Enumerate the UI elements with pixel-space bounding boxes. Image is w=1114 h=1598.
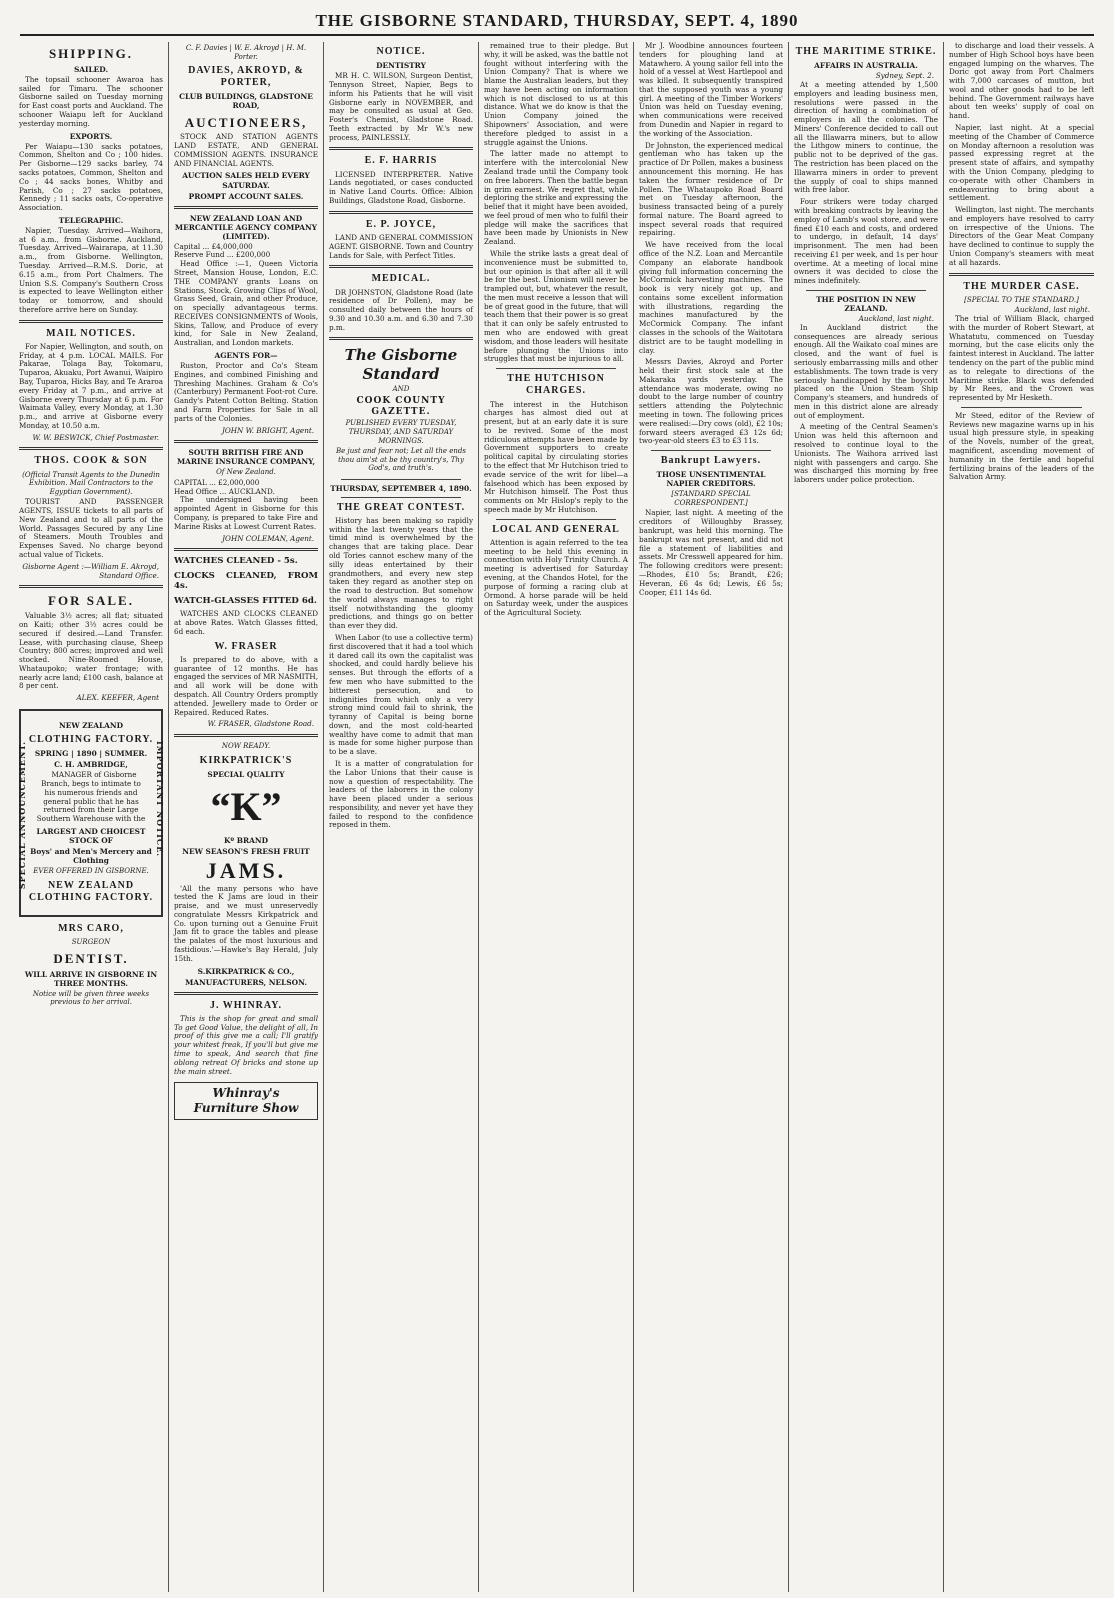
strike-continued-2: Napier, last night. At a special meeting of the Chamber of Commerce on Monday afternoon a resolution was passed expressing regret at the present state of affairs, and sympathy with the Union Company, pledging to co-operate with other Chambers in endeavouring to bring about a settlement. (949, 123, 1094, 203)
strike-continued-1: to discharge and load their vessels. A number of High School boys have been engaged lumping on the wharves. The Doric got away from Port Chalmers with 7,000 carcases of mutton, but wool and other goods had to be left behind. The Government railways have about ten weeks' supply of coal on hand. (949, 42, 1094, 121)
for-sale-heading: FOR SALE. (48, 593, 134, 609)
sailed-heading: SAILED. (73, 64, 109, 74)
divider (329, 147, 473, 150)
maritime-strike-heading: THE MARITIME STRIKE. (795, 46, 937, 57)
whinray-heading: J. WHINRAY. (209, 999, 283, 1011)
divider (949, 273, 1094, 276)
divider (174, 206, 318, 209)
new-zealand-text-1: In Auckland district the consequences are already serious enough. All the Waikato coal mines are closed, and the want of fuel is seriously embarrassing mills and other establishments. The town trade is very seriously handicapped by the boycott placed on the Union Steam Ship Company's steamers, and hundreds of men in this district alone are already out of employment. (794, 322, 938, 420)
hutchison-heading: THE HUTCHISON CHARGES. (507, 373, 605, 397)
fraser-heading: W. FRASER (214, 640, 278, 652)
telegraphic-text: Napier, Tuesday. Arrived—Waihora, at 6 a.m., from Gisborne. Auckland, Tuesday. Arrived—Wairarapa, at 11.30 a.m., from Gisborne. Wellington, Tuesday. Arrived—R.M.S. Doric, at 6.15 a.m., from Port Chalmers. The Union S.S. Company's Southern Cross is expected to leave Wellington either today or tomorrow, and should therefore arrive here on Sunday. (19, 225, 163, 314)
firm-sales: AUCTION SALES HELD EVERY SATURDAY. (182, 171, 310, 190)
agents-signature: JOHN W. BRIGHT, Agent. (221, 425, 314, 435)
cook-signature: Gisborne Agent :—William E. Akroyd, Standard Office. (22, 561, 159, 580)
divider (174, 992, 318, 995)
mail-notices-text: For Napier, Wellington, and south, on Friday, at 4 p.m. LOCAL MAILS. For Pakarae, Tolaga Bay, Tokomaru, Tuparoa, Akuaku, Port Awanui, Waipiro Bay, Tuparoa, Hicks Bay, and Te Araroa every Friday at 7 p.m., and arrive at Gisborne every Thursday at 6 p.m. For Waimata Valley, every Monday, at 1.30 p.m., and arrive at Gisborne every Monday, at 10.50 a.m. (19, 341, 163, 430)
australia-heading: AFFAIRS IN AUSTRALIA. (814, 61, 918, 71)
divider (174, 440, 318, 443)
australia-text-1: At a meeting attended by 1,500 employers and leading business men, resolutions were passed in the direction of having a combination of employers in all the colonies. The Miners' Conference decided to call out all the Illawarra miners, but to allow the Lithgow miners to continue, the public not to be deprived of the gas. The restriction has been placed on the Illawarra miners in order to prevent the supply of coal to ships manned with free labor. (794, 80, 938, 195)
divider (651, 450, 771, 451)
nameplate-subtitle: COOK COUNTY GAZETTE. (356, 395, 446, 417)
divider (329, 337, 473, 340)
clothing-factory-ad (19, 709, 163, 917)
divider (19, 585, 163, 588)
murder-case-heading: THE MURDER CASE. (963, 280, 1080, 292)
loan-reserve: Reserve Fund ... £200,000 (174, 250, 271, 260)
nameplate-title: The Gisborne Standard (344, 346, 458, 383)
factory-title: CLOTHING FACTORY. (28, 734, 154, 745)
hutchison-text: The interest in the Hutchison charges has almost died out at present, but at an early date it is sure to be revived. Some of the most ridiculous attempts have been made by Government supporters to create political capital by circulating stories to the effect that Mr Hutchison tried to evade service of the writ for libel—a falsehood which has been exposed by Mr Hutchison himself. The Post thus comments on Mr Hislop's reply to the speech made by Mr Hutchison. (484, 399, 628, 514)
agents-heading: AGENTS FOR— (214, 351, 278, 361)
editorial-continued-1: remained true to their pledge. But why, it will be asked, was the battle not fought without interfering with the Union Company? That is where we blame the Australian leaders, but they may have been acting on information which is not disclosed to us at this distance. What we do know is that the Union Company joined the Shipowners' Association, and were therefore pledged to assist in a struggle against the Unions. (484, 42, 628, 147)
column-7 (944, 42, 1099, 1592)
new-zealand-text-2: A meeting of the Central Seamen's Union was held this afternoon and resolved to continue loyal to the Unionists. The Waihora arrived last night with passengers and cargo. She was discharged this morning by free laborers under police protection. (794, 422, 938, 485)
cook-heading: THOS. COOK & SON (34, 455, 148, 467)
joyce-text: LAND AND GENERAL COMMISSION AGENT. GISBORNE. Town and Country Lands for Sale, with Perfect Titles. (329, 232, 474, 260)
local-continued-4: Messrs Davies, Akroyd and Porter held their first stock sale at the Makaraka yards yesterday. The attendance was moderate, owing no doubt to the large number of country settlers attending the Polytechnic meeting in town. The following prices were realised:—Dry cows (old), £2 10s; forward steers averaged £3 12s 6d; two-year-old steers £3 to £3 11s. (639, 357, 783, 446)
joyce-heading: E. P. JOYCE, (365, 218, 437, 230)
factory-manager: C. H. AMBRIDGE, (54, 760, 128, 770)
fire-capital: CAPITAL ... £2,000,000 (174, 477, 260, 487)
murder-case-tag: [SPECIAL TO THE STANDARD.] (964, 295, 1079, 304)
kirkpatrick-heading: KIRKPATRICK'S (199, 754, 293, 766)
fire-office: Head Office ... AUCKLAND. (174, 486, 275, 496)
kirkpatrick-quote: 'All the many persons who have tested the K Jams are loud in their praise, and we must unreservedly congratulate Messrs Kirkpatrick and Co. upon turning out a Genuine Fruit Jam fit to grace the tables and please the palates of the most luxurious and fastidious.'—Hawke's Bay Herald, July 15th. (174, 883, 318, 963)
nameplate-and: AND (392, 385, 410, 393)
watch-text: WATCHES AND CLOCKS CLEANED at above Rates. Watch Glasses fitted, 6d each. (174, 609, 318, 636)
caro-dentist: DENTIST. (53, 950, 129, 966)
bankrupt-tag: [STANDARD SPECIAL CORRESPONDENT.] (671, 490, 751, 507)
masthead: THE GISBORNE STANDARD, THURSDAY, SEPT. 4, 1890 (20, 8, 1094, 36)
bankrupt-subheading: THOSE UNSENTIMENTAL NAPIER CREDITORS. (656, 470, 766, 489)
caro-heading: MRS CARO, (58, 922, 124, 934)
column-2 (169, 42, 324, 1592)
whinray-banner: Whinray's Furniture Show (174, 1082, 318, 1119)
agents-text: Ruston, Proctor and Co's Steam Engines, and combined Finishing and Threshing Machines. Graham & Co's (Canterbury) Permanent Foot-rot Cure. Gandy's Patent Cotton Belting. Station and Farm Properties for Sale in all parts of the Colonies. (174, 361, 318, 423)
watch-price-3: WATCH-GLASSES FITTED 6d. (174, 595, 317, 606)
issue-date: THURSDAY, SEPTEMBER 4, 1890. (330, 483, 472, 493)
factory-end: NEW ZEALAND CLOTHING FACTORY. (28, 879, 154, 903)
harris-text: LICENSED INTERPRETER. Native Lands negotiated, or cases conducted in Native Land Courts. Office: Albion Buildings, Gladstone Road, Gisborne. (329, 169, 473, 205)
mail-notices-signature: W. W. BESWICK, Chief Postmaster. (32, 432, 159, 442)
divider (496, 368, 616, 369)
divider (19, 320, 163, 323)
divider (19, 447, 163, 450)
bankrupt-text: Napier, last night. A meeting of the creditors of Willoughby Brassey, bankrupt, was held this morning. The bankrupt was not present, and did not file a statement of liabilities and assets. Mr Cresswell appeared for him. The following creditors were present:—Rhodes, £10 5s; Brandt, £26; Heveran, £6 4s 6d; Lewis, £6 5s; Cooper, £11 14s 6d. (639, 508, 783, 597)
fraser-signature: W. FRASER, Gladstone Road. (207, 719, 314, 729)
local-continued-1: Mr J. Woodbine announces fourteen tenders for ploughing land at Matawhero. A young sailor fell into the hold of a vessel at West Hartlepool and was killed. It subsequently transpired that the supposed youth was a young girl. A meeting of the Timber Workers' Union was held on Tuesday evening, when communications were received from Dunedin and Napier in regard to the working of the Association. (639, 42, 783, 138)
mail-notices-heading: MAIL NOTICES. (46, 327, 136, 339)
fire-text: The undersigned having been appointed Agent in Gisborne for this Company, is prepared to take Fire and Marine Risks at Lowest Current Rates. (174, 495, 318, 531)
shipping-heading: SHIPPING. (48, 46, 134, 61)
factory-top: NEW ZEALAND (58, 720, 124, 730)
firm-role: AUCTIONEERS, (184, 114, 308, 130)
firm-name: DAVIES, AKROYD, & PORTER, (188, 65, 304, 89)
exports-text: Per Waiapu—130 sacks potatoes, Common, Shelton and Co ; 100 hides. Per Gisborne—129 sacks barley, 74 sacks potatoes, Common, Shelton and Co ; 44 sacks bones, Whitby and Parish, Co ; 27 sacks potatoes, Kennedy ; 11 sacks oats, Co-operative Association. (19, 141, 163, 213)
dentistry-text: MR H. C. WILSON, Surgeon Dentist, Tennyson Street, Napier, Begs to inform his Patients that he will visit Gisborne early in NOVEMBER, and may be consulted as usual at Geo. Foster's Chemist, Gladstone Road. Teeth extracted by Mr W.'s new process, PAINLESSLY. (329, 71, 473, 142)
firm-address: CLUB BUILDINGS, GLADSTONE ROAD, (179, 92, 313, 111)
australia-text-2: Four strikers were today charged with breaking contracts by leaving the employ of Lamb's wool store, and were fined £10 each and costs, and ordered to undergo, in default, 14 days' imprisonment. The men had been receiving £1 per week, and 1s per hour overtime. At a meeting of local mine owners it was decided to close the mines indefinitely. (794, 197, 938, 286)
column-3 (324, 42, 479, 1592)
column-1 (14, 42, 169, 1592)
watch-price-1: WATCHES CLEANED - 5s. (174, 556, 298, 567)
great-contest-text-3: It is a matter of congratulation for the Labor Unions that their cause is now a question of respectability. The leaders of the laborers in the colony have been placed under a serious responsibility, and never yet have they failed to respond to the confidence reposed in them. (329, 758, 473, 830)
kirkpatrick-maker: S.KIRKPATRICK & CO., (197, 966, 295, 976)
strike-continued-3: Wellington, last night. The merchants and employers have resolved to carry on irrespective of the Unions. The Directors of the Gear Meat Company have declined to continue to supply the Union Company's steamers with meat at all hazards. (949, 205, 1094, 267)
local-continued-3: We have received from the local office of the N.Z. Loan and Mercantile Company an elaborate handbook giving full information concerning the McCormick harvesting machines. The book is very nicely got up, and contains some excellent information with illustrations, regarding the machines manufactured by the McCormick Company. The infant classes in the schools of the Waitotara district are to be taught modelling in clay. (639, 240, 783, 355)
fire-signature: JOHN COLEMAN, Agent. (222, 533, 314, 543)
factory-stock: LARGEST AND CHOICEST STOCK OF (36, 826, 146, 845)
watch-price-2: CLOCKS CLEANED, FROM 4s. (174, 570, 318, 592)
medical-heading: MEDICAL. (371, 273, 431, 285)
firm-prompt: PROMPT ACCOUNT SALES. (188, 191, 304, 201)
nameplate-publication: PUBLISHED EVERY TUESDAY, THURSDAY, AND SATURDAY MORNINGS. (345, 419, 457, 445)
column-5 (634, 42, 789, 1592)
harris-heading: E. F. HARRIS (364, 155, 438, 167)
editorial-continued-3: While the strike lasts a great deal of inconvenience must be submitted to, but our opinion is that after all it will be for the best. Unionism will never be trampled out, but, whatever the result, the men must receive a lesson that will be of great good in the future, that will teach them that their power is so great that it can only be safely entrusted to men who are endowed with great wisdom, and those leaders will hesitate before plunging the Unions into struggles that must be injurious to all. (484, 248, 628, 364)
nameplate-motto: Be just and fear not; Let all the ends thou aim'st at be thy country's, Thy God's, and truth's. (336, 447, 466, 473)
loan-heading: NEW ZEALAND LOAN AND MERCANTILE AGENCY COMPANY (LIMITED). (174, 213, 318, 241)
local-general-heading: LOCAL AND GENERAL (492, 523, 620, 535)
local-continued-2: Dr Johnston, the experienced medical gentleman who has taken up the practice of Dr Pollen, makes a business announcement this morning. He has taken the former residence of Dr Pollen. The Whataupoko Road Board met on Tuesday afternoon, the business transacted being of a purely formal nature. The Board agreed to inspect several roads that required repairing. (639, 140, 783, 238)
murder-case-text: The trial of William Black, charged with the murder of Robert Stewart, at Whatatutu, commenced on Tuesday morning, but the case elicits only the faintest interest in Auckland. The latter tendency on the part of the public mind as to relegate to directions of the Maritime strike. Black was defended by Mr Rees, and the Crown was represented by Mr Hesketh. (949, 314, 1094, 403)
factory-offer: EVER OFFERED IN GISBORNE. (33, 867, 149, 876)
caro-subheading: SURGEON (71, 938, 111, 947)
important-notice-label: IMPORTANT NOTICE. (155, 740, 165, 858)
newspaper-columns (14, 42, 1104, 1592)
great-contest-heading: THE GREAT CONTEST. (336, 501, 466, 513)
new-zealand-heading: THE POSITION IN NEW ZEALAND. (816, 294, 916, 313)
fraser-text: Is prepared to do above, with a guarantee of 12 months. He has engaged the services of MR NASMITH, and all work will be done with despatch. All Country Orders promptly attended. Jewellery made to Order or Repaired. Reduced Rates. (174, 654, 318, 717)
caro-text: WILL ARRIVE IN GISBORNE IN THREE MONTHS. (24, 969, 158, 988)
editorial-continued-2: The latter made no attempt to interfere with the intercolonial New Zealand trade until the Company took on free laborers. Then the battle began in grim earnest. We regret that, while deploring the strike and expressing the belief that it might have been avoided, we feel proud of men who to fulfil their pledge will make the sacrifices that have been made by Unionists in New Zealand. (484, 149, 628, 247)
nameplate (329, 346, 473, 472)
cook-text: TOURIST AND PASSENGER AGENTS, ISSUE tickets to all parts of New Zealand and to all parts of the World. Passages Secured by any Line of Steamers. Mouth Troubles and Expenses Saved. No charge beyond actual value of Tickets. (19, 497, 163, 559)
column-4 (479, 42, 634, 1592)
divider (174, 548, 318, 551)
great-contest-text-2: When Labor (to use a collective term) first discovered that it had a tool which it dared call its own the capitalist was shocked, and could hardly believe his senses. But through the efforts of a few men who have submitted to the bitterest persecution, and to indignities from which only a very strong mind could fail to shrink, the tyranny of Capital is being borne down, and the most cold-hearted wealthy have come to admit that man is made for some higher purpose than to be a slave. (329, 633, 473, 757)
new-zealand-dateline: Auckland, last night. (858, 314, 934, 324)
review-of-reviews-text: Mr Steed, editor of the Review of Reviews new magazine warns up in his usual high pressure style, in speaking of the Novels, number of the great, magnificent, ascending movement of humanity in the fertile and hopeful fertilizing brains of the leaders of the Salvation Army. (949, 410, 1094, 482)
loan-text: Head Office :—1, Queen Victoria Street, Mansion House, London, E.C. THE COMPANY grants Loans on Stations, Stock, Growing Clips of Wool, Grass Seed, Grain, and other Produce, on specially advantageous terms. RECEIVES CONSIGNMENTS of Wools, Skins, Tallow, and Produce of every kind, for Sale in New Zealand, Australian, and London markets. (174, 259, 318, 348)
divider (174, 734, 318, 737)
divider (329, 211, 473, 214)
column-6 (789, 42, 944, 1592)
kirkpatrick-location: MANUFACTURERS, NELSON. (185, 977, 307, 987)
great-contest-text-1: History has been making so rapidly within the last twenty years that the timid mind is overwhelmed by the changes that are taking place. Dear old Tories cannot eschew many of the silly ideas entertained by their grandmothers, and every new step taken they regard as another step on the road to destruction. But somehow the world always manages to right itself notwithstanding the gloomy predictions, and things go on better than ever they did. (329, 515, 473, 631)
factory-line: Boys' and Men's Mercery and Clothing (30, 847, 152, 866)
factory-text: MANAGER of Gisborne Branch, begs to intimate to his numerous friends and general public that he has returned from their Large Southern Warehouse with the (36, 770, 146, 824)
australia-dateline: Sydney, Sept. 2. (875, 71, 934, 81)
factory-season: SPRING | 1890 | SUMMER. (34, 749, 148, 759)
medical-text: DR JOHNSTON, Gladstone Road (late residence of Dr Pollen), may be consulted daily between the hours of 9.30 and 10.30 a.m. and 6.30 and 7.30 p.m. (329, 287, 473, 332)
fire-heading: SOUTH BRITISH FIRE AND MARINE INSURANCE COMPANY, (176, 448, 316, 467)
sailed-text: The topsail schooner Awaroa has sailed for Timaru. The schooner Gisborne sailed on Tuesday morning for East coast ports and Auckland. The schooner Waiapu left for Auckland yesterday morning. (19, 74, 163, 128)
whinray-text: This is the shop for great and small To get Good Value, the delight of all, In proof of this give me a call; I'll gratify your whitest freak, If you'll but give me time to speak, And search that fine oblong retreat Of bricks and stone up the main street. (174, 1013, 319, 1076)
divider (806, 290, 926, 291)
firm-text: STOCK AND STATION AGENTS LAND ESTATE, AND GENERAL COMMISSION AGENTS. INSURANCE AND FINANCIAL AGENTS. (174, 132, 318, 168)
bankrupt-heading: Bankrupt Lawyers. (660, 455, 762, 467)
caro-note: Notice will be given three weeks previous to her arrival. (32, 989, 150, 1007)
kirkpatrick-brand: Kº BRAND (224, 835, 268, 845)
local-general-text: Attention is again referred to the tea meeting to be held this evening in connection with Holy Trinity Church. A meeting is advertised for Saturday evening, at the Chandos Hotel, for the purpose of forming a racing club at Ormond. A horse parade will be held on Saturday week, under the auspices of the Agricultural Society. (484, 537, 628, 618)
kirkpatrick-season: NEW SEASON'S FRESH FRUIT (182, 846, 310, 856)
for-sale-text: Valuable 3½ acres; all flat; situated on Kaiti; other 3½ acres could be secured if desired.—Land Transfer. Lease, with purchasing clause, Sheep Country; 800 acres; improved and well stocked. Nine-Roomed House, Whataupoko; water frontage; with nearly acre land; £100 cash, balance at 8 per cent. (19, 611, 163, 691)
notice-heading: NOTICE. (376, 46, 426, 57)
telegraphic-heading: TELEGRAPHIC. (58, 215, 124, 225)
loan-capital: Capital ... £4,000,000 (174, 241, 253, 251)
fire-subheading: Of New Zealand. (216, 468, 276, 477)
for-sale-signature: ALEX. KEEFER, Agent (76, 693, 159, 703)
divider (961, 407, 1082, 408)
kirkpatrick-quality: SPECIAL QUALITY (207, 769, 285, 779)
murder-case-dateline: Auckland, last night. (1014, 305, 1090, 315)
kirkpatrick-jams: JAMS. (205, 857, 287, 883)
now-ready: NOW READY. (221, 742, 271, 751)
dentistry-heading: DENTISTRY (376, 61, 426, 71)
special-announcement-label: SPECIAL ANNOUNCEMENT. (17, 740, 27, 890)
divider (329, 265, 473, 268)
exports-heading: EXPORTS. (69, 131, 113, 141)
cook-subheading: (Official Transit Agents to the Dunedin Exhibition. Mail Contractors to the Egyptian Government). (22, 470, 160, 496)
divider (341, 497, 461, 498)
divider (341, 479, 461, 480)
divider (496, 519, 616, 520)
firm-partners: C. F. Davies | W. E. Akroyd | H. M. Porter. (185, 44, 307, 61)
kirkpatrick-k: “K” (210, 783, 282, 829)
